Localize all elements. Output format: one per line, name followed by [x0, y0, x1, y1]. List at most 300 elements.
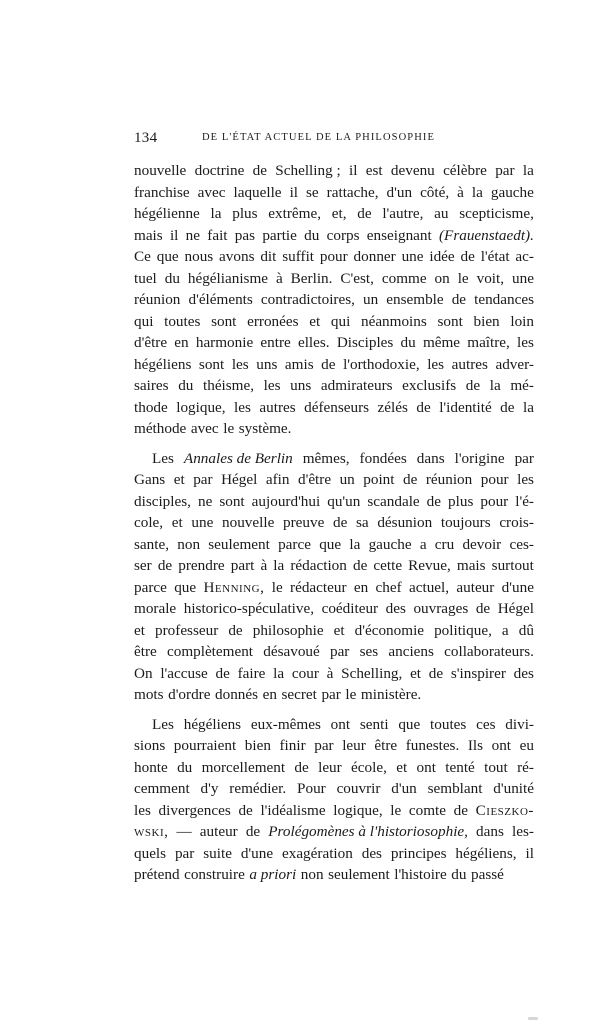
word: qu'un — [327, 492, 361, 510]
word: et — [333, 621, 345, 639]
text-line — [134, 778, 534, 800]
word: et — [410, 664, 422, 682]
text-line — [134, 225, 534, 247]
word: voit, — [476, 269, 505, 287]
word: actuel, — [409, 578, 450, 596]
word: chef — [375, 578, 402, 596]
word: morale — [134, 600, 177, 617]
word: de — [460, 248, 475, 265]
word: prétend — [134, 866, 180, 883]
word: à — [275, 269, 283, 287]
word: la — [522, 162, 534, 179]
paragraph — [134, 714, 534, 886]
word: les — [134, 801, 151, 819]
word: des — [513, 664, 534, 682]
word: pour — [480, 471, 509, 488]
word: fondées — [359, 449, 407, 467]
text-line — [134, 375, 534, 397]
word: auteur — [199, 823, 238, 840]
word: l'origine — [454, 449, 505, 467]
word: hégéliens, — [455, 844, 517, 862]
word: réunion — [134, 291, 181, 308]
word: une — [401, 248, 424, 265]
word: de — [228, 621, 243, 639]
word: thode — [134, 398, 168, 416]
word: de — [321, 355, 336, 373]
word: toujours — [440, 514, 491, 531]
word: couvrir — [336, 780, 381, 797]
word: et — [134, 621, 145, 639]
word: l'idéalisme — [260, 801, 326, 819]
text-line — [134, 491, 534, 513]
word: elles. — [297, 334, 330, 351]
word: par — [314, 737, 334, 754]
word: la — [273, 557, 285, 574]
word: ser — [134, 557, 152, 574]
word: senti — [359, 715, 389, 733]
word: devoir — [462, 535, 502, 553]
word: bien — [473, 312, 500, 330]
word: du — [304, 226, 320, 244]
word: il — [289, 183, 299, 201]
word: d'éléments — [188, 291, 253, 308]
word: passé — [471, 866, 504, 883]
word: d'unité — [493, 780, 534, 797]
word: sions — [134, 737, 166, 754]
text-line — [134, 555, 534, 577]
word: maître, — [467, 334, 510, 351]
word: a priori — [249, 866, 297, 883]
word: divergences — [158, 801, 231, 819]
word: en — [262, 686, 277, 703]
word: les — [231, 355, 249, 373]
word: par — [174, 844, 195, 862]
word: de — [238, 801, 253, 819]
word: le — [390, 801, 402, 819]
word: nouvelle — [222, 514, 275, 531]
body-text — [134, 160, 534, 886]
text-line — [134, 512, 534, 534]
page-number: 134 — [134, 130, 158, 146]
word: politique, — [434, 621, 492, 639]
word: en — [174, 334, 189, 351]
word: être — [134, 643, 157, 660]
word: des — [361, 844, 382, 862]
word: célèbre — [443, 162, 487, 179]
word: mots — [134, 686, 164, 703]
word: cemment — [134, 780, 190, 797]
text-line — [134, 203, 534, 225]
word: non — [300, 866, 324, 883]
word: il — [169, 226, 179, 244]
word: ministère. — [360, 686, 422, 703]
word: autres — [451, 355, 488, 373]
word: Pour — [297, 780, 326, 797]
word: sont — [198, 355, 225, 373]
word: d'être — [134, 334, 168, 351]
word: théisme, — [203, 377, 255, 394]
word: toutes — [164, 312, 201, 330]
word: donnés — [215, 686, 259, 703]
word: Prolégomènes à l'historiosophie, — [268, 823, 468, 840]
word: comme — [381, 269, 427, 287]
word: et — [171, 514, 183, 531]
text-line — [134, 714, 534, 736]
word: Ils — [467, 737, 484, 754]
word: l'accuse — [160, 664, 208, 682]
text-line — [134, 598, 534, 620]
word: crois- — [499, 514, 534, 531]
text-line — [134, 268, 534, 290]
word: les — [517, 334, 534, 351]
word: erronées — [247, 312, 299, 330]
word: disciples, — [134, 492, 191, 510]
word: mé- — [510, 377, 534, 394]
word: principes — [390, 844, 447, 862]
word: partie — [262, 226, 297, 244]
word: la — [273, 664, 285, 682]
word: la — [489, 377, 501, 394]
word: tuel — [134, 269, 157, 287]
word: de — [426, 492, 442, 510]
word: ces — [476, 715, 496, 733]
word: la — [210, 205, 222, 222]
word: Berlin. — [290, 269, 333, 287]
word: Annales de Berlin — [183, 449, 293, 467]
word: corps — [326, 226, 360, 244]
word: de — [252, 162, 267, 179]
word: les- — [511, 823, 534, 840]
text-line — [134, 448, 534, 470]
word: doctrine — [194, 162, 245, 179]
word: ont — [416, 758, 436, 776]
word: dans — [476, 823, 504, 840]
word: zélés — [377, 398, 408, 416]
word: les — [263, 377, 281, 394]
word: scepticisme, — [459, 205, 534, 222]
text-line — [134, 397, 534, 419]
word: Hégel — [497, 600, 534, 617]
word: néanmoins — [360, 312, 427, 330]
word: parce — [134, 578, 167, 596]
word: ces- — [509, 535, 534, 553]
word: un — [339, 471, 355, 488]
word: Revue, — [408, 557, 451, 574]
word: par — [321, 686, 341, 703]
word: auteur — [456, 578, 495, 596]
word: l'orthodoxie, — [343, 355, 420, 373]
word: par — [495, 162, 515, 179]
word: les — [234, 398, 251, 416]
word: un — [363, 291, 379, 308]
word: remédier. — [229, 780, 287, 797]
word: le — [457, 269, 469, 287]
word: exagération — [281, 844, 353, 862]
word: de — [428, 664, 444, 682]
word: mais — [134, 226, 163, 244]
word: même — [422, 334, 461, 351]
word: l'identité — [439, 398, 492, 416]
word: le — [271, 578, 283, 596]
word: sont — [211, 312, 237, 330]
paragraph-gap — [134, 706, 534, 714]
word: Cieszko- — [475, 801, 534, 819]
paragraph — [134, 448, 534, 706]
word: funestes. — [405, 737, 460, 754]
text-line — [134, 182, 534, 204]
word: tendances — [474, 291, 534, 308]
word: comte — [408, 801, 447, 819]
word: sa — [356, 514, 369, 531]
word: quels — [134, 844, 167, 862]
word: logique, — [333, 801, 383, 819]
word: est — [365, 162, 383, 179]
word: les — [517, 471, 534, 488]
text-line — [134, 641, 534, 663]
word: de — [215, 664, 230, 682]
word: l'état — [480, 248, 510, 265]
word: école, — [351, 758, 387, 776]
text-line — [134, 800, 534, 822]
word: semblant — [427, 780, 483, 797]
text-line — [134, 577, 534, 599]
word: rattache, — [326, 183, 379, 201]
word: système. — [238, 420, 292, 437]
word: construire — [184, 866, 245, 883]
word: Les — [152, 449, 174, 467]
page-header — [134, 130, 534, 150]
word: et — [309, 312, 321, 330]
word: point — [363, 471, 395, 488]
word: ouvrages — [413, 600, 469, 617]
word: mais — [456, 557, 486, 574]
text-line — [134, 684, 534, 706]
word: de — [416, 398, 431, 416]
word: saires — [134, 377, 169, 394]
word: d'ordre — [168, 686, 211, 703]
word: hégélienne — [134, 205, 200, 222]
word: du — [177, 758, 193, 776]
word: ne — [197, 492, 213, 510]
word: philosophie — [252, 621, 324, 639]
word: d'économie — [354, 621, 425, 639]
word: part — [230, 557, 255, 574]
text-line — [134, 332, 534, 354]
word: plus — [232, 205, 258, 222]
word: sont — [437, 312, 463, 330]
word: finir — [279, 737, 306, 754]
word: de — [465, 377, 481, 394]
word: bien — [244, 737, 271, 754]
word: se — [306, 183, 319, 201]
word: de — [294, 758, 309, 776]
word: amis — [284, 355, 314, 373]
word: cru — [434, 535, 455, 553]
word: que — [174, 578, 197, 596]
word: autres — [259, 398, 296, 416]
word: dit — [260, 248, 277, 265]
word: la — [522, 398, 534, 416]
word: d'un — [386, 183, 413, 201]
word: réunion — [425, 471, 473, 488]
word: la — [471, 183, 483, 201]
word: gauche — [490, 183, 534, 201]
word: suite — [203, 844, 232, 862]
word: secret — [281, 686, 317, 703]
word: scandale — [367, 492, 420, 510]
word: ont — [330, 715, 351, 733]
text-line — [134, 534, 534, 556]
text-line — [134, 864, 534, 886]
text-line — [134, 469, 534, 491]
word: fait — [207, 226, 228, 244]
word: l'é- — [515, 492, 534, 510]
word: Les — [152, 715, 174, 733]
word: ses — [359, 643, 379, 660]
word: d'un — [391, 780, 417, 797]
word: C'est, — [340, 269, 374, 287]
word: rédaction — [290, 557, 347, 574]
word: adver- — [495, 355, 534, 373]
text-line — [134, 821, 534, 843]
word: preuve — [282, 514, 325, 531]
word: idée — [429, 248, 455, 265]
word: donner — [353, 248, 396, 265]
text-line — [134, 735, 534, 757]
word: par — [193, 471, 213, 488]
word: du — [164, 269, 180, 287]
word: devenu — [390, 162, 435, 179]
word: il — [348, 162, 358, 179]
word: ont — [491, 737, 512, 754]
word: être — [374, 737, 398, 754]
word: d'être — [297, 471, 332, 488]
word: historico-spéculative, — [183, 600, 315, 617]
word: de — [451, 291, 467, 308]
text-line — [134, 418, 534, 440]
word: a — [501, 621, 509, 639]
text-line — [134, 620, 534, 642]
word: défenseurs — [304, 398, 370, 416]
word: — — [176, 823, 192, 840]
word: et — [396, 758, 408, 776]
word: pourraient — [173, 737, 237, 754]
word: d'une — [501, 578, 534, 596]
word: suffit — [282, 248, 315, 265]
word: collaborateurs. — [444, 643, 534, 660]
word: par — [329, 643, 350, 660]
word: tenté — [445, 758, 475, 776]
word: surtout — [491, 557, 534, 574]
word: laquelle — [233, 183, 282, 201]
word: et — [173, 471, 185, 488]
word: Henning, — [203, 578, 265, 596]
word: uns — [256, 355, 278, 373]
word: la — [349, 535, 361, 553]
word: Gans — [134, 471, 166, 488]
word: ne — [185, 226, 201, 244]
word: qui — [330, 312, 351, 330]
word: parce — [278, 535, 311, 553]
word: non — [177, 535, 201, 553]
text-line — [134, 354, 534, 376]
word: enseignant — [366, 226, 432, 244]
word: désunion — [377, 514, 433, 531]
word: Schelling, — [341, 664, 403, 682]
word: ré- — [517, 758, 534, 776]
word: Hégel — [221, 471, 258, 488]
word: uns — [290, 377, 312, 394]
word: au — [434, 205, 449, 222]
word: contradictoires, — [260, 291, 355, 308]
word: de — [453, 801, 469, 819]
word: rédacteur — [290, 578, 347, 596]
word: faire — [237, 664, 266, 682]
word: nous — [184, 248, 214, 265]
word: de — [352, 557, 368, 574]
word: coéditeur — [321, 600, 379, 617]
running-title: DE L'ÉTAT ACTUEL DE LA PHILOSOPHIE — [202, 132, 435, 143]
word: cole, — [134, 514, 164, 531]
paragraph — [134, 160, 534, 440]
word: mêmes, — [302, 449, 350, 467]
text-line — [134, 311, 534, 333]
word: prendre — [178, 557, 225, 574]
word: pour — [480, 492, 509, 510]
word: le — [223, 420, 235, 437]
word: à — [457, 183, 464, 201]
word: méthode — [134, 420, 187, 437]
word: leur — [342, 737, 366, 754]
word: d'une — [240, 844, 274, 862]
word: eux-mêmes — [250, 715, 321, 733]
word: pour — [319, 248, 348, 265]
word: professeur — [155, 621, 219, 639]
word: de — [245, 823, 261, 840]
word: divi- — [505, 715, 534, 733]
paper-speck — [528, 1017, 538, 1020]
word: avons — [219, 248, 255, 265]
word: sont — [219, 492, 245, 510]
word: avec — [197, 183, 226, 201]
word: cette — [373, 557, 403, 574]
word: Disciples — [336, 334, 394, 351]
word: que — [398, 715, 421, 733]
text-line — [134, 757, 534, 779]
word: admirateurs — [320, 377, 393, 394]
word: ac- — [515, 248, 534, 265]
word: désavoué — [263, 643, 320, 660]
word: loin — [510, 312, 534, 330]
word: hégéliens — [183, 715, 242, 733]
word: de — [357, 205, 372, 222]
word: (Frauenstaedt). — [439, 226, 534, 244]
word: leur — [318, 758, 342, 776]
word: dû — [518, 621, 534, 639]
word: l'autre, — [382, 205, 424, 222]
word: de — [332, 514, 348, 531]
word: exclusifs — [402, 377, 457, 394]
word: aujourd'hui — [251, 492, 321, 510]
word: franchise — [134, 183, 190, 201]
word: l'histoire — [394, 866, 447, 883]
word: du — [451, 866, 467, 883]
word: gauche — [368, 535, 412, 553]
word: Ce — [134, 248, 151, 265]
word: anciens — [388, 643, 434, 660]
word: une — [191, 514, 214, 531]
word: ensemble — [386, 291, 444, 308]
